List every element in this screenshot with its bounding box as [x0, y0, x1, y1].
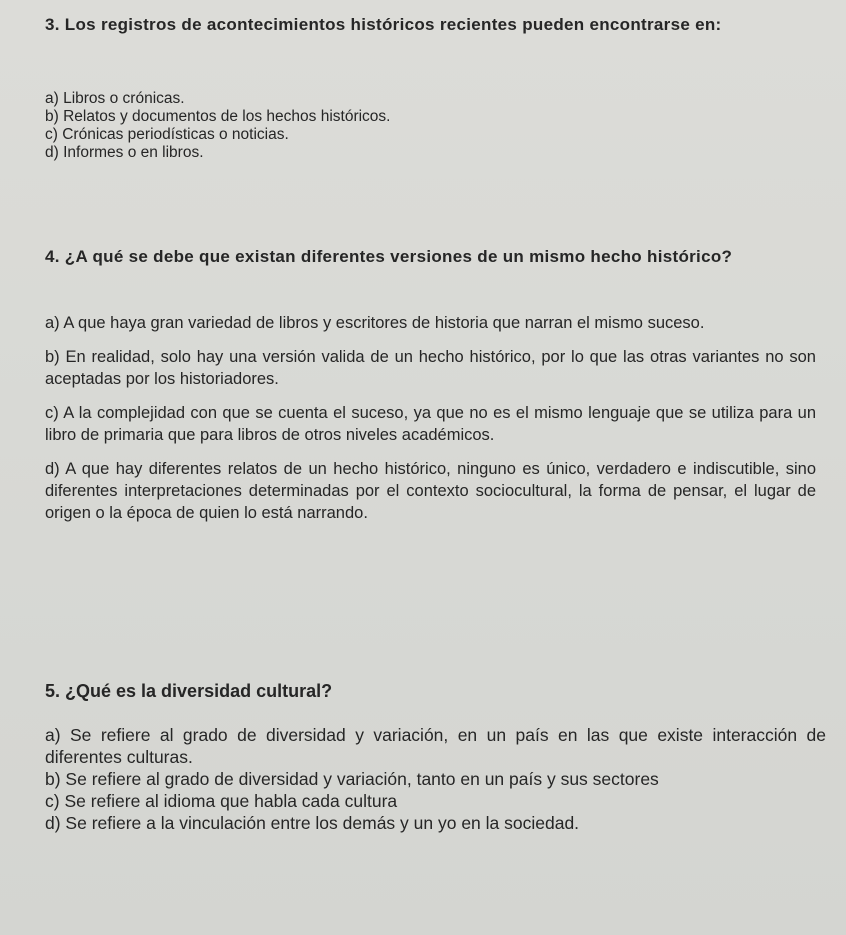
question-4-options: [45, 312, 816, 536]
question-4: [45, 246, 806, 268]
question-3-option-b: b) Relatos y documentos de los hechos históricos.: [45, 108, 391, 125]
question-4-option-c: c) A la complejidad con que se cuenta el suceso, ya que no es el mismo lenguaje que se utiliza para un libro de primaria que para libros de otros niveles académicos.: [45, 404, 816, 444]
question-5-option-d: d) Se refiere a la vinculación entre los demás y un yo en la sociedad.: [45, 813, 580, 833]
question-4-title: 4. ¿A qué se debe que existan diferentes versiones de un mismo hecho histórico?: [45, 247, 733, 266]
question-5-option-c: c) Se refiere al idioma que habla cada cultura: [45, 791, 398, 811]
question-3-option-d: d) Informes o en libros.: [45, 144, 204, 161]
question-3-options: [45, 90, 820, 162]
question-5-option-b: b) Se refiere al grado de diversidad y variación, tanto en un país y sus sectores: [45, 769, 659, 789]
question-4-option-b: b) En realidad, solo hay una versión valida de un hecho histórico, por lo que las otras variantes no son aceptadas por los historiadores.: [45, 348, 816, 388]
question-4-option-a: a) A que haya gran variedad de libros y escritores de historia que narran el mismo suceso.: [45, 314, 705, 332]
question-5-options: [45, 724, 826, 834]
question-4-option-d: d) A que hay diferentes relatos de un hecho histórico, ninguno es único, verdadero e indiscutible, sino diferentes interpretaciones determinadas por el contexto sociocultural, la forma de pensar, el lugar de origen o la época de quien lo está narrando.: [45, 460, 816, 522]
question-3-option-c: c) Crónicas periodísticas o noticias.: [45, 126, 289, 143]
question-5-title: 5. ¿Qué es la diversidad cultural?: [45, 681, 333, 701]
question-3: [45, 14, 806, 36]
question-5: [45, 680, 820, 702]
question-3-title: 3. Los registros de acontecimientos históricos recientes pueden encontrarse en:: [45, 15, 722, 34]
question-5-option-a: a) Se refiere al grado de diversidad y variación, en un país en las que existe interacción de diferentes culturas.: [45, 725, 826, 767]
question-3-option-a: a) Libros o crónicas.: [45, 90, 185, 107]
